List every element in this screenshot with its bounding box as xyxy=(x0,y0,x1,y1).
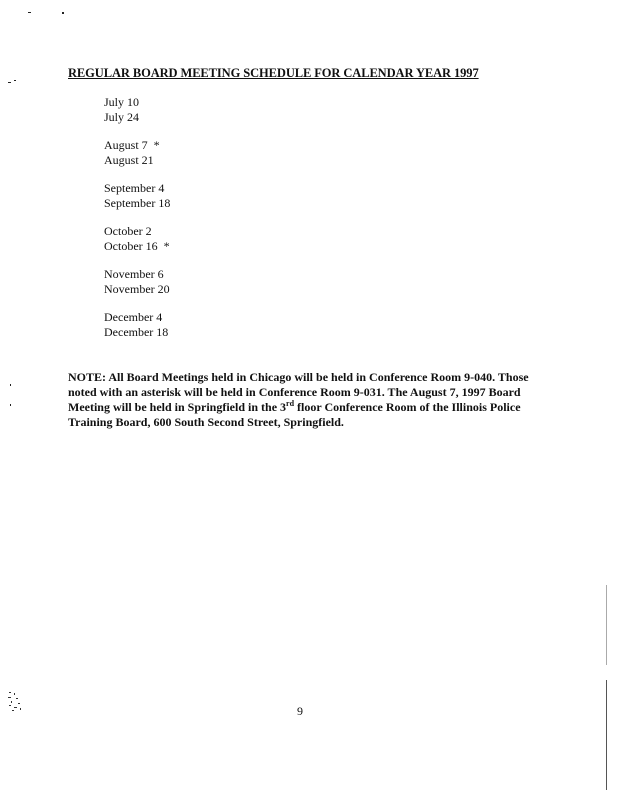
month-group-november xyxy=(104,267,170,297)
date-text: November 6 xyxy=(104,267,164,281)
month-group-september xyxy=(104,181,170,211)
scan-speck xyxy=(28,12,31,13)
meeting-date xyxy=(104,110,170,125)
meeting-date xyxy=(104,282,170,297)
month-group-october xyxy=(104,224,170,254)
meeting-date xyxy=(104,138,170,153)
note-text-part1: NOTE: All Board Meetings held in Chicago will be held in Conference Room 9-040. Those noted with an asterisk will be held in Conference Room 9-031. The August 7, 1997 Board Meeting will be held in Springfield in the 3 xyxy=(68,370,529,414)
scan-speck xyxy=(14,80,16,81)
meeting-date xyxy=(104,153,170,168)
scan-speck xyxy=(10,404,11,406)
date-text: August 21 xyxy=(104,153,154,167)
date-text: December 4 xyxy=(104,310,163,324)
scan-speck xyxy=(62,12,64,14)
document-title: REGULAR BOARD MEETING SCHEDULE FOR CALENDAR YEAR 1997 xyxy=(68,66,479,80)
date-text: September 18 xyxy=(104,196,171,210)
date-text: November 20 xyxy=(104,282,170,296)
date-text: July 10 xyxy=(104,95,140,109)
meeting-date xyxy=(104,181,170,196)
scan-speck xyxy=(8,82,11,83)
meeting-date xyxy=(104,224,170,239)
note-text-part2: floor Conference Room of the Illinois Police Training Board, 600 South Second Street, Springfield. xyxy=(68,400,521,429)
meeting-date xyxy=(104,196,170,211)
date-text: December 18 xyxy=(104,325,169,339)
meeting-schedule xyxy=(104,95,170,353)
meeting-date xyxy=(104,267,170,282)
date-text: August 7 xyxy=(104,138,148,152)
month-group-december xyxy=(104,310,170,340)
asterisk-marker: * xyxy=(153,138,160,152)
date-text: September 4 xyxy=(104,181,165,195)
date-text: July 24 xyxy=(104,110,140,124)
meeting-date xyxy=(104,310,170,325)
date-text: October 16 xyxy=(104,239,158,253)
note-paragraph xyxy=(68,370,548,430)
scan-edge-line xyxy=(606,680,607,790)
scan-edge-line xyxy=(606,585,607,665)
page-number: 9 xyxy=(297,704,303,718)
month-group-august xyxy=(104,138,170,168)
meeting-date xyxy=(104,239,170,254)
scan-blot xyxy=(6,690,24,712)
month-group-july xyxy=(104,95,170,125)
note-superscript: rd xyxy=(286,399,295,408)
scan-speck xyxy=(10,384,11,386)
meeting-date xyxy=(104,325,170,340)
asterisk-marker: * xyxy=(163,239,170,253)
date-text: October 2 xyxy=(104,224,152,238)
meeting-date xyxy=(104,95,170,110)
